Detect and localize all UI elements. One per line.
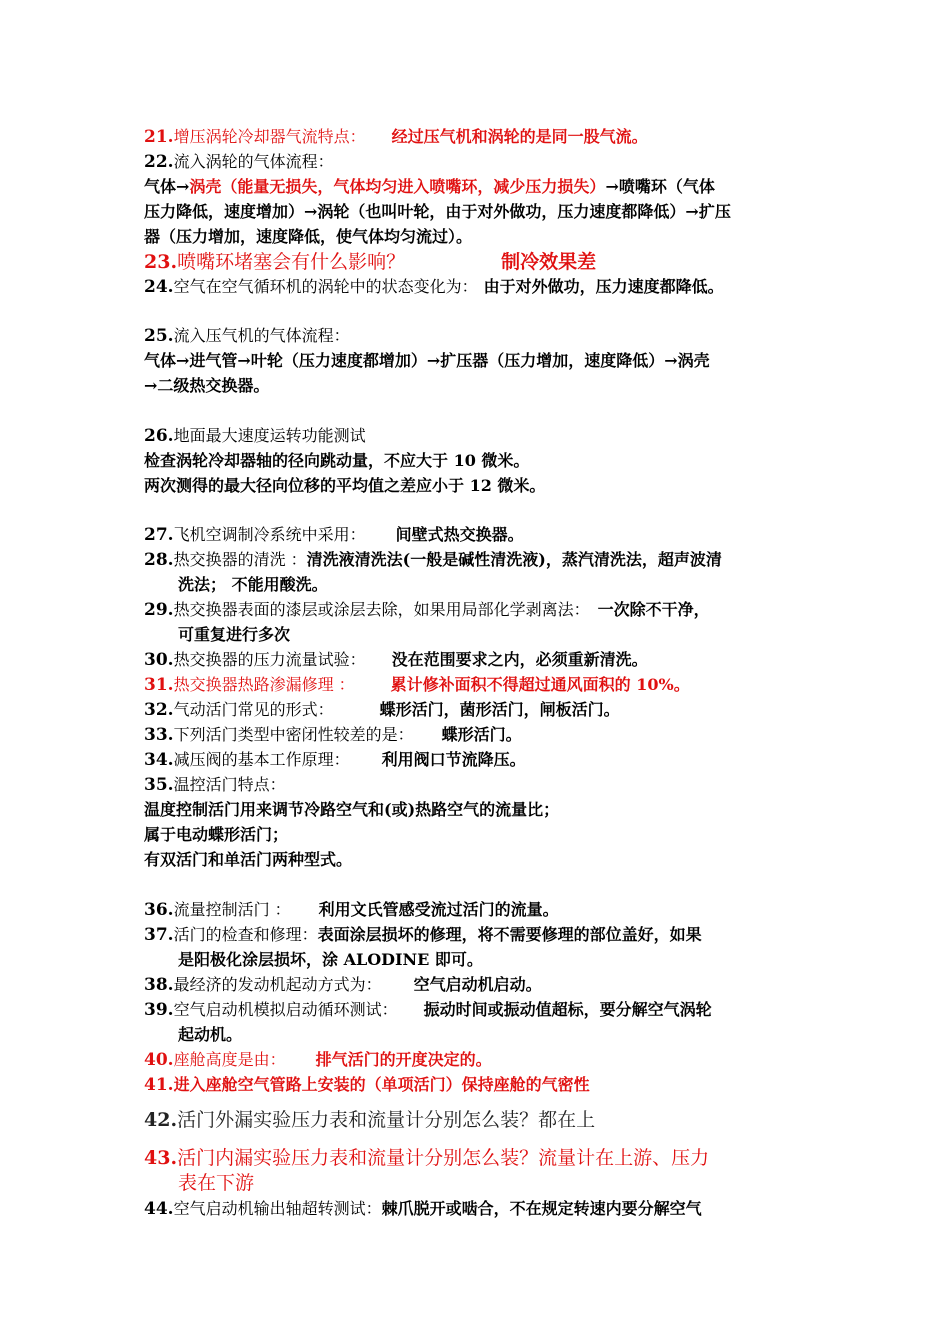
item-25: 25.流入压气机的气体流程：	[144, 326, 350, 346]
item-26-line-1: 检查涡轮冷却器轴的径向跳动量，不应大于 10 微米。	[144, 451, 530, 470]
item-43-cont: 表在下游	[178, 1172, 255, 1194]
item-43: 43.活门内漏实验压力表和流量计分别怎么装？流量计在上游、压力	[144, 1147, 710, 1169]
item-24: 24.空气在空气循环机的涡轮中的状态变化为： 由于对外做功，压力速度都降低。	[144, 277, 724, 297]
item-39-cont: 起动机。	[178, 1025, 243, 1044]
item-25-flow-line-2: →二级热交换器。	[144, 376, 270, 395]
item-29: 29.热交换器表面的漆层或涂层去除，如果用局部化学剥离法： 一次除不干净，	[144, 600, 710, 620]
item-42: 42.活门外漏实验压力表和流量计分别怎么装？都在上	[144, 1109, 596, 1131]
item-31: 31.热交换器热路渗漏修理 ： 累计修补面积不得超过通风面积的 10%。	[144, 675, 690, 695]
item-35-line-1: 温度控制活门用来调节冷路空气和(或)热路空气的流量比；	[144, 800, 560, 819]
item-40: 40.座舱高度是由： 排气活门的开度决定的。	[144, 1050, 492, 1070]
item-26-line-2: 两次测得的最大径向位移的平均值之差应小于 12 微米。	[144, 476, 546, 495]
item-21: 21.增压涡轮冷却器气流特点： 经过压气机和涡轮的是同一股气流。	[144, 127, 648, 147]
item-35-line-2: 属于电动蝶形活门；	[144, 825, 289, 844]
item-30: 30.热交换器的压力流量试验： 没在范围要求之内，必须重新清洗。	[144, 650, 648, 670]
item-37-cont: 是阳极化涂层损坏，涂 ALODINE 即可。	[178, 950, 483, 969]
item-22-flow-line-2: 压力降低，速度增加）→涡轮（也叫叶轮，由于对外做功，压力速度都降低）→扩压	[144, 202, 731, 221]
item-38: 38.最经济的发动机起动方式为： 空气启动机启动。	[144, 975, 542, 995]
item-35: 35.温控活门特点：	[144, 775, 286, 795]
item-28-cont: 洗法； 不能用酸洗。	[178, 575, 328, 594]
item-23: 23.喷嘴环堵塞会有什么影响？ 制冷效果差	[144, 251, 597, 273]
item-41: 41.进入座舱空气管路上安装的（单项活门）保持座舱的气密性	[144, 1075, 590, 1095]
item-44: 44.空气启动机输出轴超转测试：棘爪脱开或啮合，不在规定转速内要分解空气	[144, 1199, 702, 1219]
item-33: 33.下列活门类型中密闭性较差的是： 蝶形活门。	[144, 725, 522, 745]
item-22: 22.流入涡轮的气体流程：	[144, 152, 334, 172]
item-22-flow-line-3: 器（压力增加，速度降低，使气体均匀流过）。	[144, 227, 473, 246]
item-27: 27.飞机空调制冷系统中采用： 间壁式热交换器。	[144, 525, 524, 545]
item-32: 32.气动活门常见的形式： 蝶形活门，菌形活门，闸板活门。	[144, 700, 620, 720]
item-29-cont: 可重复进行多次	[178, 625, 291, 644]
item-39: 39.空气启动机模拟启动循环测试： 振动时间或振动值超标，要分解空气涡轮	[144, 1000, 712, 1020]
item-35-line-3: 有双活门和单活门两种型式。	[144, 850, 353, 869]
item-22-flow-line-1: 气体→涡壳（能量无损失，气体均匀进入喷嘴环，减少压力损失）→喷嘴环（气体	[144, 177, 715, 196]
item-25-flow-line-1: 气体→进气管→叶轮（压力速度都增加）→扩压器（压力增加，速度降低）→涡壳	[144, 351, 710, 370]
item-37: 37.活门的检查和修理：表面涂层损坏的修理，将不需要修理的部位盖好，如果	[144, 925, 702, 945]
item-36: 36.流量控制活门 ： 利用文氏管感受流过活门的流量。	[144, 900, 559, 920]
item-26: 26.地面最大速度运转功能测试	[144, 426, 366, 446]
item-28: 28.热交换器的清洗 ：清洗液清洗法(一般是碱性清洗液)，蒸汽清洗法，超声波清	[144, 550, 722, 570]
item-34: 34.减压阀的基本工作原理： 利用阀口节流降压。	[144, 750, 526, 770]
